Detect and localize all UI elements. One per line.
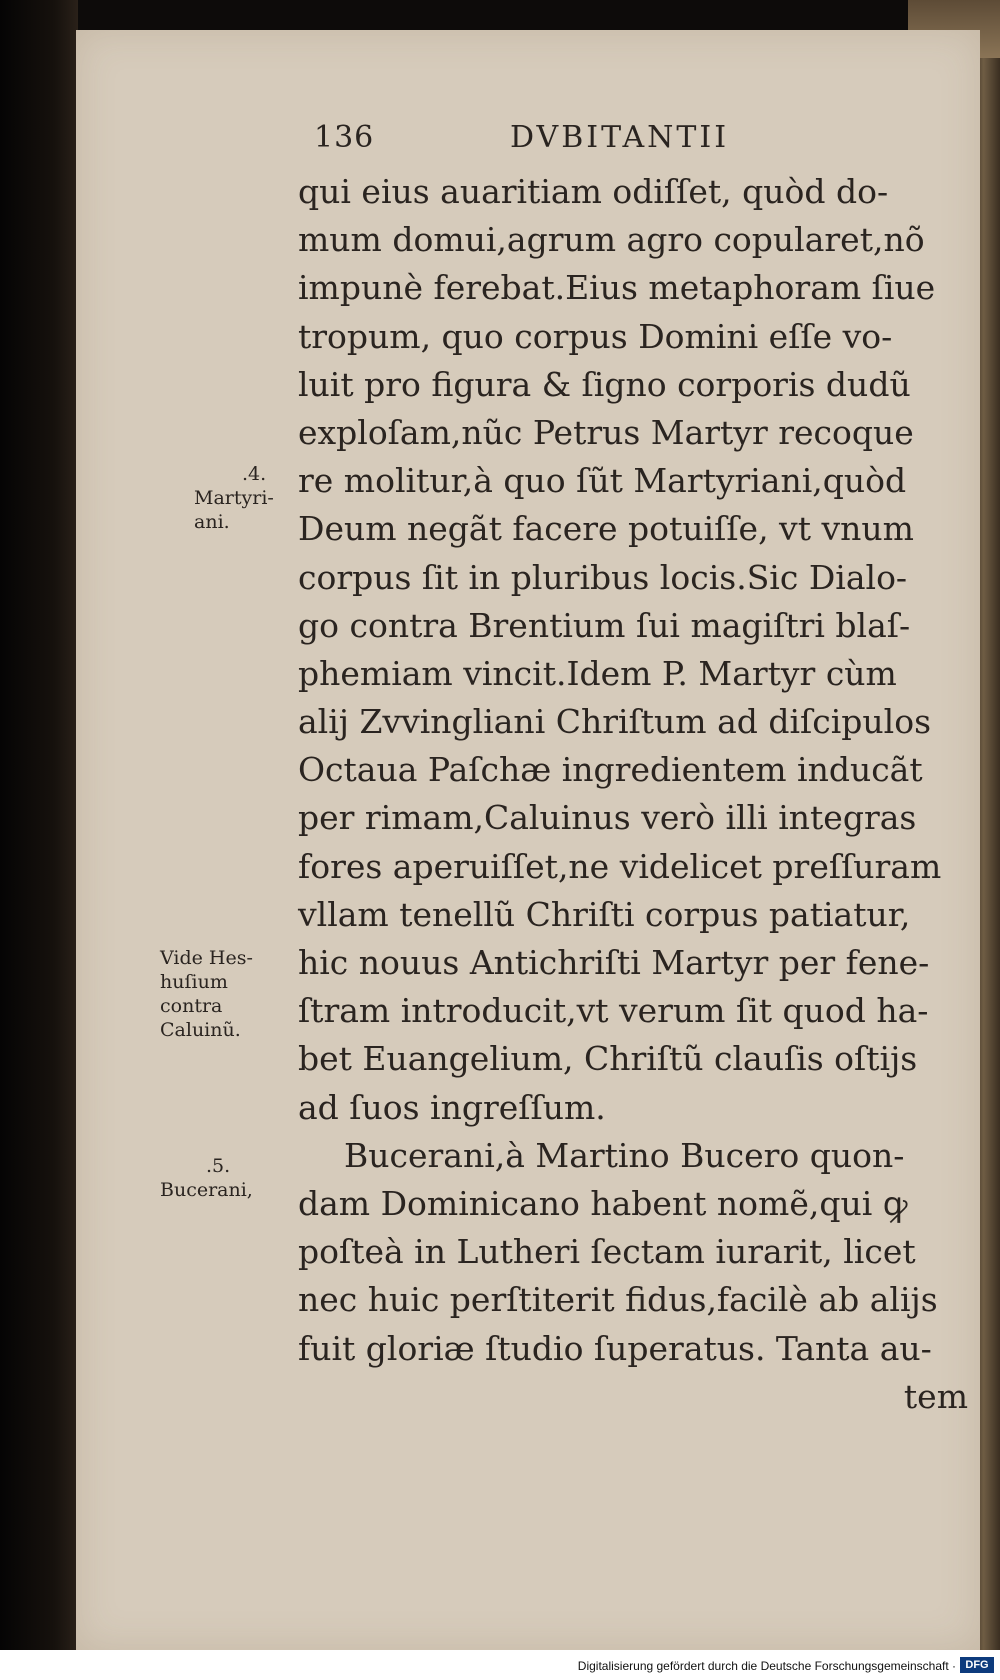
text-line: go contra Brentium ſui magiſtri blaſ- bbox=[298, 605, 911, 645]
text-line: fores aperuiſſet,ne videlicet preſſuram bbox=[298, 846, 942, 886]
text-line: poſteà in Lutheri ſectam iurarit, licet bbox=[298, 1232, 916, 1272]
book-page bbox=[76, 30, 980, 1650]
text-line: impunè ferebat.Eius metaphoram ſiue bbox=[298, 268, 936, 308]
text-line: fuit gloriæ ſtudio ſuperatus. Tanta au- bbox=[298, 1328, 932, 1368]
margin-note-line: ani. bbox=[194, 511, 230, 533]
text-line: vllam tenellũ Chriſti corpus patiatur, bbox=[298, 894, 911, 934]
text-line: alij Zvvingliani Chriſtum ad diſcipulos bbox=[298, 702, 932, 742]
text-line: ſtram introducit,vt verum ſit quod ha- bbox=[298, 991, 929, 1031]
margin-note-line: huſium bbox=[160, 971, 228, 993]
margin-note-line: Martyri- bbox=[194, 487, 274, 509]
margin-note-line: .5. bbox=[206, 1155, 231, 1177]
page-header bbox=[314, 120, 944, 166]
text-line: Deum negãt facere potuiſſe, vt vnum bbox=[298, 509, 914, 549]
margin-note-line: Caluinũ. bbox=[160, 1019, 241, 1041]
footer-bar bbox=[0, 1650, 1000, 1680]
text-line: dam Dominicano habent nomẽ,qui ꝙ bbox=[298, 1183, 908, 1223]
text-line: mum domui,agrum agro copularet,nõ bbox=[298, 220, 925, 260]
text-line: qui eius auaritiam odiſſet, quòd do- bbox=[298, 172, 889, 211]
text-line: hic nouus Antichriſti Martyr per fene- bbox=[298, 943, 930, 982]
margin-note-line: .4. bbox=[242, 463, 267, 485]
catchword: tem bbox=[903, 1376, 968, 1416]
margin-note-line: Vide Hes- bbox=[160, 947, 253, 969]
text-line: exploſam,nũc Petrus Martyr recoque bbox=[298, 412, 914, 452]
body-text bbox=[298, 168, 980, 1421]
text-line: per rimam,Caluinus verò illi integras bbox=[298, 798, 917, 838]
page-number: 136 bbox=[314, 120, 375, 155]
text-line: corpus ſit in pluribus locis.Sic Dialo- bbox=[298, 557, 908, 597]
text-line: nec huic perſtiterit fidus,facilè ab alijs bbox=[298, 1280, 938, 1320]
text-line: tropum, quo corpus Domini eſſe vo- bbox=[298, 316, 893, 356]
text-line: re molitur,à quo ſũt Martyriani,quòd bbox=[298, 461, 907, 501]
text-line: ad ſuos ingreſſum. bbox=[298, 1087, 606, 1127]
margin-note-martyriani bbox=[194, 462, 274, 534]
margin-note-line: contra bbox=[160, 995, 223, 1017]
text-line: Bucerani,à Martino Bucero quon- bbox=[344, 1135, 905, 1175]
margin-note-line: Bucerani, bbox=[160, 1179, 253, 1201]
margin-note-bucerani bbox=[160, 1154, 253, 1202]
text-line: luit pro figura & ſigno corporis dudũ bbox=[298, 364, 911, 404]
text-line: phemiam vincit.Idem P. Martyr cùm bbox=[298, 653, 897, 693]
text-line: bet Euangelium, Chriſtũ clauſis oſtijs bbox=[298, 1039, 918, 1079]
margin-note-heshusium bbox=[160, 946, 253, 1042]
text-line: Octaua Paſchæ ingredientem inducãt bbox=[298, 750, 923, 790]
left-background bbox=[0, 0, 78, 1680]
dfg-logo-icon: DFG bbox=[960, 1657, 994, 1673]
footer-credit: Digitalisierung gefördert durch die Deutsche Forschungsgemeinschaft · bbox=[577, 1659, 956, 1673]
running-title: DVBITANTII bbox=[510, 120, 730, 155]
